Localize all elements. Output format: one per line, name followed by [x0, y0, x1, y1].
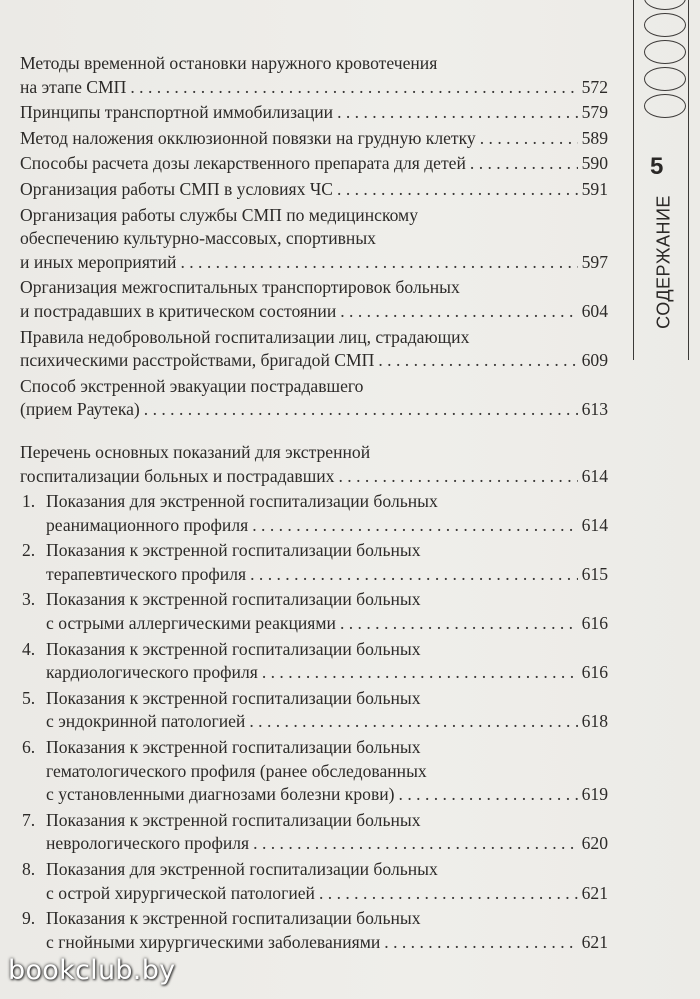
toc-entry-line: Организация работы службы СМП по медицинскому	[20, 204, 418, 225]
toc-entry-line: Правила недобровольной госпитализации лиц, страдающих	[20, 326, 470, 347]
toc-entry-title	[20, 178, 608, 202]
toc-entry-line	[46, 612, 608, 636]
toc-entry-line-text: (прием Раутека)	[20, 399, 140, 420]
toc-page-number: 616	[581, 613, 608, 634]
toc-entry	[20, 127, 608, 151]
toc-entry-title	[20, 736, 608, 807]
decorative-circles	[641, 0, 700, 121]
toc-entry	[20, 178, 608, 202]
toc-entry-line	[20, 152, 608, 176]
toc-entry-line	[20, 101, 608, 125]
dot-leader	[337, 178, 578, 202]
toc-page-number: 616	[581, 662, 608, 683]
toc-entry-line: Показания для экстренной госпитализации больных	[46, 491, 438, 512]
toc-entry	[20, 858, 608, 905]
toc-entry-line-text: терапевтического профиля	[46, 563, 247, 584]
toc-entry-line-text: неврологического профиля	[46, 833, 250, 854]
toc-entry-line: Показания к экстренной госпитализации больных	[46, 908, 421, 929]
circle-ornament	[644, 0, 686, 10]
toc-entry-line-text: госпитализации больных и пострадавших	[20, 465, 335, 486]
dot-leader	[262, 661, 578, 685]
toc-entry-line-text: реанимационного профиля	[46, 514, 249, 535]
toc-entry	[20, 52, 608, 99]
toc-entry	[20, 101, 608, 125]
page-number: 5	[650, 153, 664, 180]
toc-entry-title	[20, 441, 608, 488]
toc-entry-line-text: Способы расчета дозы лекарственного препарата для детей	[20, 153, 466, 174]
toc-entry	[20, 809, 608, 856]
toc-entry-title	[20, 687, 608, 734]
toc-entry	[20, 152, 608, 176]
toc-entry	[20, 326, 608, 373]
toc-entry-line-text: кардиологического профиля	[46, 662, 258, 683]
toc-entry-title	[20, 127, 608, 151]
toc-entry-line	[20, 251, 608, 275]
toc-entry	[20, 539, 608, 586]
toc-page-number: 614	[581, 514, 608, 535]
toc-entry-number: 7.	[22, 809, 36, 830]
dot-leader	[144, 398, 578, 422]
toc-entry-line: Показания к экстренной госпитализации больных	[46, 687, 421, 708]
toc-entry	[20, 441, 608, 488]
toc-entry-title	[20, 539, 608, 586]
circle-ornament	[644, 94, 686, 118]
toc-entry-line	[20, 349, 608, 373]
toc-entry	[20, 490, 608, 537]
toc-entry-line-text: с эндокринной патологией	[46, 711, 246, 732]
side-tab-rule-left	[633, 0, 634, 360]
toc-entry-line-text: и иных мероприятий	[20, 251, 177, 272]
toc-entry-title	[20, 204, 608, 275]
dot-leader	[319, 882, 578, 906]
toc-entry-line-text: и пострадавших в критическом состоянии	[20, 300, 337, 321]
toc-entry-line	[20, 300, 608, 324]
toc-page-number: 597	[581, 251, 608, 272]
toc-entry-title	[20, 638, 608, 685]
dot-leader	[340, 612, 578, 636]
toc-entry-line: Методы временной остановки наружного кровотечения	[20, 53, 438, 73]
dot-leader	[253, 832, 577, 856]
toc-entry-line-text: с острой хирургической патологией	[46, 882, 315, 903]
toc-page-number: 591	[581, 178, 608, 199]
toc-entry-number: 3.	[22, 589, 36, 610]
toc-page-number: 615	[581, 563, 608, 584]
toc-entry-line: Способ экстренной эвакуации пострадавшего	[20, 375, 364, 396]
dot-leader	[130, 76, 577, 100]
dot-leader	[480, 127, 578, 151]
toc-entry-number: 9.	[22, 908, 36, 929]
site-watermark: bookclub.by	[8, 955, 176, 986]
toc-entry	[20, 638, 608, 685]
toc-page-number: 621	[581, 882, 608, 903]
toc-entry-number: 5.	[22, 687, 36, 708]
toc-entry	[20, 907, 608, 954]
toc-entry-line: Показания к экстренной госпитализации больных	[46, 809, 421, 830]
toc-page-number: 619	[581, 784, 608, 805]
toc-entry-title	[20, 490, 608, 537]
toc-entry-number: 4.	[22, 638, 36, 659]
dot-leader	[340, 300, 577, 324]
toc-page-number: 620	[581, 833, 608, 854]
toc-entry-line-text: Метод наложения окклюзионной повязки на грудную клетку	[20, 127, 476, 148]
toc-entry-line	[46, 832, 608, 856]
toc-page-number: 621	[581, 931, 608, 952]
toc-page-number: 618	[581, 711, 608, 732]
toc-entry-line: обеспечению культурно-массовых, спортивных	[20, 228, 376, 249]
circle-ornament	[644, 40, 686, 64]
toc-page-number: 590	[581, 153, 608, 174]
toc-entry-line: Показания для экстренной госпитализации больных	[46, 859, 438, 879]
toc-entry-line	[20, 127, 608, 151]
dot-leader	[252, 514, 577, 538]
toc-entry-line: Организация межгоспитальных транспортировок больных	[20, 277, 460, 298]
section-title-text: СОДЕРЖАНИЕ	[653, 195, 674, 329]
toc-entry	[20, 204, 608, 275]
toc-entry-number: 6.	[22, 737, 36, 758]
toc-entry-line	[20, 76, 608, 100]
toc-entry-title	[20, 588, 608, 635]
toc-entry-line-text: психическими расстройствами, бригадой СМП	[20, 350, 375, 371]
toc-entry-title	[20, 276, 608, 323]
dot-leader	[399, 783, 578, 807]
toc-entry-line-text: Принципы транспортной иммобилизации	[20, 102, 334, 123]
toc-entry-line	[20, 465, 608, 489]
toc-entry-number: 8.	[22, 859, 36, 879]
dot-leader	[470, 152, 578, 176]
dot-leader	[378, 349, 577, 373]
toc-entry-line: гематологического профиля (ранее обследованных	[46, 760, 427, 781]
toc-entry-title	[20, 326, 608, 373]
toc-entry	[20, 736, 608, 807]
toc-entry-line	[46, 931, 608, 955]
toc-entry-line	[20, 398, 608, 422]
toc-entry	[20, 687, 608, 734]
toc-entry-number: 1.	[22, 491, 36, 512]
toc-page-number: 614	[581, 465, 608, 486]
toc-entry-line: Показания к экстренной госпитализации больных	[46, 638, 421, 659]
toc-entry-line-text: Организация работы СМП в условиях ЧС	[20, 178, 334, 199]
dot-leader	[337, 101, 578, 125]
toc-entry-line-text: с острыми аллергическими реакциями	[46, 613, 336, 634]
toc-entry	[20, 588, 608, 635]
toc-entry-line: Показания к экстренной госпитализации больных	[46, 737, 421, 758]
toc-page-number: 604	[581, 300, 608, 321]
toc-entry-line-text: с гнойными хирургическими заболеваниями	[46, 931, 381, 952]
toc-entry-line	[46, 661, 608, 685]
toc-entry-title	[20, 152, 608, 176]
toc-entry-line-text: с установленными диагнозами болезни крови)	[46, 784, 395, 805]
dot-leader	[180, 251, 577, 275]
toc-entry-title	[20, 858, 608, 905]
toc-page-number: 613	[581, 399, 608, 420]
toc-entry-line	[46, 514, 608, 538]
toc-entry-title	[20, 52, 608, 99]
toc-entry-line	[46, 783, 608, 807]
table-of-contents	[20, 52, 608, 956]
toc-entry-line	[46, 710, 608, 734]
toc-page-number: 572	[581, 76, 608, 97]
toc-page-number: 589	[581, 127, 608, 148]
dot-leader	[338, 465, 577, 489]
toc-entry-title	[20, 809, 608, 856]
toc-entry	[20, 375, 608, 422]
toc-entry-line: Показания к экстренной госпитализации больных	[46, 540, 421, 561]
toc-entry-line: Перечень основных показаний для экстренной	[20, 441, 371, 462]
toc-entry-line	[46, 882, 608, 906]
dot-leader	[249, 710, 577, 734]
toc-entry-number: 2.	[22, 540, 36, 561]
toc-entry-title	[20, 101, 608, 125]
toc-page-number: 609	[581, 350, 608, 371]
toc-entry	[20, 276, 608, 323]
toc-entry-line-text: на этапе СМП	[20, 76, 127, 97]
toc-entry-line: Показания к экстренной госпитализации больных	[46, 589, 421, 610]
toc-page-number: 579	[581, 102, 608, 123]
toc-entry-line	[20, 178, 608, 202]
toc-entry-title	[20, 375, 608, 422]
dot-leader	[250, 563, 578, 587]
dot-leader	[384, 931, 577, 955]
circle-ornament	[644, 67, 686, 91]
toc-entry-line	[46, 563, 608, 587]
toc-entry-title	[20, 907, 608, 954]
circle-ornament	[644, 13, 686, 37]
